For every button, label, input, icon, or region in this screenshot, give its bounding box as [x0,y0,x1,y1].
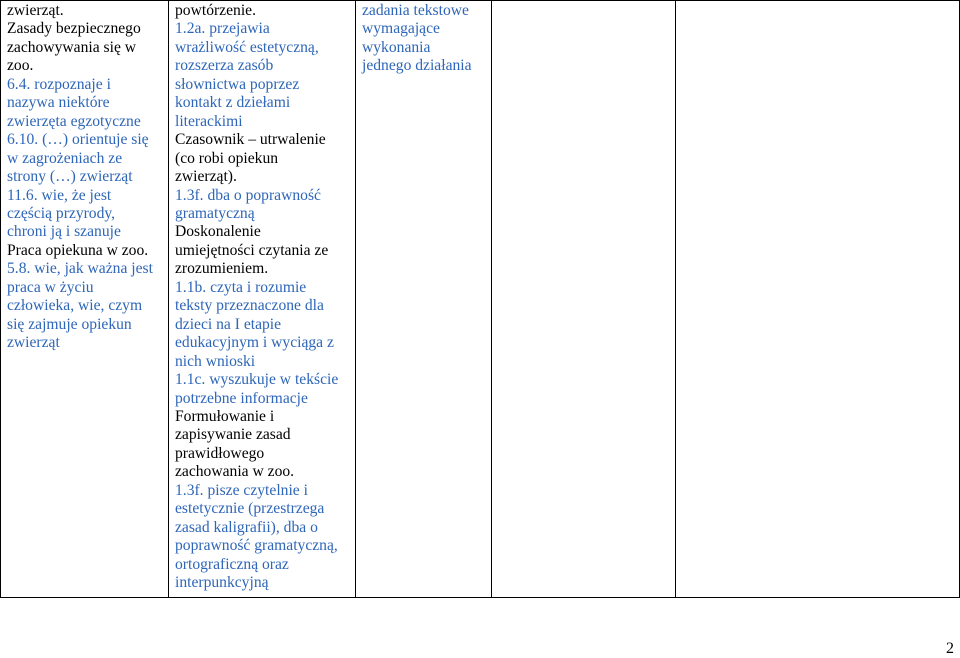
col1-line: zoo. [7,57,34,75]
col2-line: zasad kaligrafii), dba o [175,518,318,536]
table-cell-empty-5 [676,1,960,598]
col1-line: Zasady bezpiecznego [7,20,141,38]
col2-line: gramatyczną [175,204,255,222]
col2-line: 1.1c. wyszukuje w tekście [175,371,339,389]
col2-line: zwierząt). [175,168,237,186]
col1-line: człowieka, wie, czym [7,297,143,315]
col2-line: Doskonalenie [175,223,261,241]
col1-line: zachowywania się w [7,38,137,56]
col3-line: wymagające [362,20,440,38]
col2-line: literackimi [175,112,243,130]
col1-line: praca w życiu [7,278,94,296]
cell-text-col3 [356,1,491,76]
col1-line: zwierzęta egzotyczne [7,112,141,130]
col2-line: 1.2a. przejawia [175,20,270,38]
cell-text-col2 [169,1,355,593]
col1-line: się zajmuje opiekun [7,315,132,333]
col2-line: 1.3f. pisze czytelnie i [175,481,308,499]
col3-line: wykonania [362,38,431,56]
page-number: 2 [946,640,954,657]
col2-line: potrzebne informacje [175,389,308,407]
col2-line: 1.1b. czyta i rozumie [175,278,307,296]
col2-line: wrażliwość estetyczną, [175,38,319,56]
col1-line: 6.4. rozpoznaje i [7,75,111,93]
col1-line: w zagrożeniach ze [7,149,123,167]
table-cell-empty-4 [492,1,676,598]
table-cell-math [356,1,492,598]
col2-line: Czasownik – utrwalenie [175,131,326,149]
col2-line: rozszerza zasób [175,57,274,75]
col2-line: słownictwa poprzez [175,75,300,93]
table-cell-skills [169,1,356,598]
col1-line: zwierząt. [7,2,64,19]
col1-line: 11.6. wie, że jest [7,186,112,204]
col1-line: zwierząt [7,334,60,352]
col1-line: strony (…) zwierząt [7,168,133,186]
col2-line: kontakt z dziełami [175,94,291,112]
col2-line: zachowania w zoo. [175,463,295,481]
col2-line: powtórzenie. [175,2,256,19]
col2-line: ortograficzną oraz [175,555,289,573]
col2-line: umiejętności czytania ze [175,241,329,259]
col2-line: dzieci na I etapie [175,315,282,333]
col3-line: zadania tekstowe [362,2,469,19]
col2-line: 1.3f. dba o poprawność [175,186,321,204]
col1-line: 5.8. wie, jak ważna jest [7,260,153,278]
col2-line: zrozumieniem. [175,260,269,278]
col1-line: 6.10. (…) orientuje się [7,131,149,149]
col1-line: nazywa niektóre [7,94,110,112]
table-row [1,1,960,598]
col2-line: interpunkcyjną [175,574,269,592]
col2-line: prawidłowego [175,444,265,462]
col2-line: Formułowanie i [175,407,275,425]
col2-line: estetycznie (przestrzega [175,500,325,518]
col2-line: edukacyjnym i wyciąga z [175,334,334,352]
col1-line: chroni ją i szanuje [7,223,121,241]
col3-line: jednego działania [362,57,472,75]
col1-line: częścią przyrody, [7,204,116,222]
table-cell-content [1,1,169,598]
col2-line: (co robi opiekun [175,149,279,167]
col2-line: zapisywanie zasad [175,426,291,444]
col2-line: nich wnioski [175,352,256,370]
col2-line: poprawność gramatyczną, [175,537,338,555]
col1-line: Praca opiekuna w zoo. [7,241,149,259]
cell-text-col1 [1,1,168,353]
col2-line: teksty przeznaczone dla [175,297,324,315]
